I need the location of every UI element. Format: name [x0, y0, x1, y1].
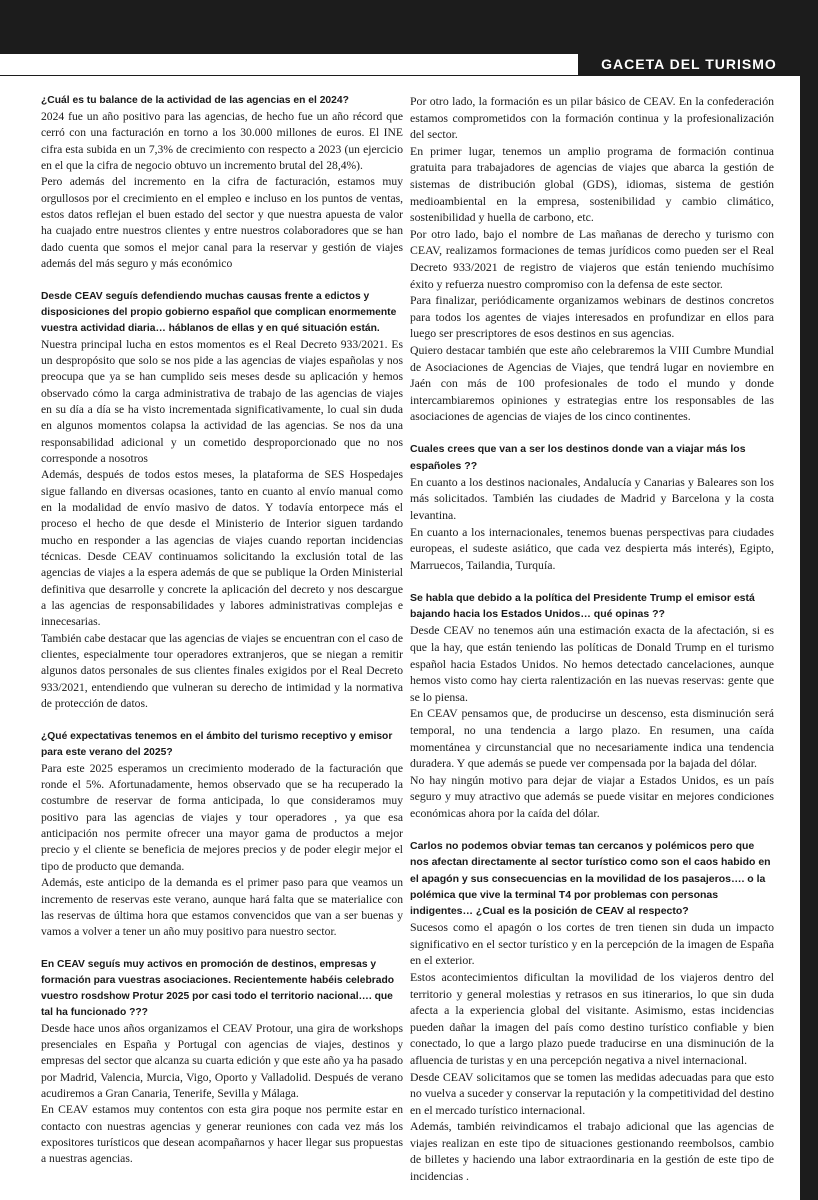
- answer-paragraph: Para finalizar, periódicamente organizamos webinars de destinos concretos para todos los agentes de viajes interesados en profundizar en ellos para luego ser prescriptores de esos destinos en sus agencias.: [410, 293, 774, 341]
- answer-paragraph: En primer lugar, tenemos un amplio programa de formación continua gratuita para trabajadores de agencias de viajes que abarca la gestión de sistemas de distribución global (GDS), idiomas, sistema de gestión medioambiental en la empresa, sostenibilidad y cambio climático, sostenibilidad y huella de carbono, etc.: [410, 143, 774, 225]
- answer-paragraph: Además, después de todos estos meses, la plataforma de SES Hospedajes sigue fallando en diversas ocasiones, tanto en cuanto al envío manual como en la modalidad de envío masivo de datos. Y todavía entorpece más el proceso el hecho de que desde el Ministerio de Interior siguen tardando mucho en responder a las agencias de viajes cuando reportan incidencias técnicas. Desde CEAV continuamos solicitando la exclusión total de las agencias de viajes a la espera además de que se publique la Orden Ministerial definitiva que desarrolle y concrete la aplicación del decreto y nos descargue a las agencias de responsabilidades y labores administrativas complejas e innecesarias.: [41, 468, 403, 629]
- right-dark-band: [800, 0, 818, 1200]
- section-gap: [410, 425, 774, 442]
- section-gap: [41, 713, 403, 729]
- answer-paragraph: No hay ningún motivo para dejar de viajar a Estados Unidos, es un país seguro y muy atractivo que además se puede visitar en mejores condiciones económicas ahora por la caída del dólar.: [410, 772, 774, 820]
- answer-paragraph: Sucesos como el apagón o los cortes de tren tienen sin duda un impacto significativo en el sector turístico y en la percepción de la imagen de España en el exterior.: [410, 920, 774, 968]
- answer-paragraph: Quiero destacar también que este año celebraremos la VIII Cumbre Mundial de Asociaciones de Agencias de Viajes, que tendrá lugar en noviembre en Jaén con más de 100 profesionales de todo el mundo y donde intercambiaremos opiniones y estrategias entre los responsables de las asociaciones de agencias de viajes de los cinco continentes.: [410, 342, 774, 424]
- answer-paragraph: En CEAV estamos muy contentos con esta gira poque nos permite estar en contacto con nuestras agencias y generar reuniones con cada vez más los expositores turísticos que desean acompañarnos y hacer llegar sus propuestas a nuestras agencias.: [41, 1103, 403, 1166]
- answer-paragraph: Además, también reivindicamos el trabajo adicional que las agencias de viajes realizan en este tipo de situaciones gestionando reembolsos, cambio de billetes y haciendo una labor extraordinaria en la gestión de este tipo de incidencias .: [410, 1119, 774, 1184]
- masthead-title: GACETA DEL TURISMO: [578, 54, 800, 75]
- answer-paragraph: En cuanto a los destinos nacionales, Andalucía y Canarias y Baleares son los más solicitados. También las ciudades de Madrid y Barcelona y la costa levantina.: [410, 474, 774, 523]
- answer-paragraph: En CEAV pensamos que, de producirse un descenso, esta disminución será temporal, no una tendencia a largo plazo. En resumen, una caída momentánea y circunstancial que no necesariamente indica una tendencia duradera. Y que además se puede ver compensada por la bajada del dólar.: [410, 706, 774, 771]
- section-gap: [41, 272, 403, 288]
- section-gap: [410, 573, 774, 590]
- answer-paragraph: También cabe destacar que las agencias de viajes se encuentran con el caso de clientes, especialmente tour operadores extranjeros, que se niegan a remitir algunos datos personales de sus clientes finales exigidos por el Real Decreto 933/2021, entendiendo que vulneran su derecho de intimidad y la normativa de protección de datos.: [41, 631, 403, 711]
- answer-paragraph: Para este 2025 esperamos un crecimiento moderado de la facturación que ronde el 5%. Afortunadamente, hemos observado que se ha recuperado la costumbre de reservar de forma anticipada, lo que consideramos muy positivo para las agencias de viajes y tour operadores , ya que esa anticipación nos permite ofrecer una mayor gama de productos a mejor precio y el cliente se beneficia de mejores precios y de poder elegir mejor el tipo de producto que demanda.: [41, 761, 403, 873]
- top-dark-band: [0, 0, 818, 54]
- right-column: [410, 93, 774, 1185]
- left-column: [41, 93, 403, 1168]
- header-rule: [0, 75, 800, 76]
- answer-paragraph: En cuanto a los internacionales, tenemos buenas perspectivas para ciudades europeas, el sudeste asiático, que cada vez despierta más interés), Egipto, Marruecos, Tailandia, Turquía.: [410, 524, 774, 572]
- answer-paragraph: Por otro lado, la formación es un pilar básico de CEAV. En la confederación estamos comprometidos con la formación continua y la profesionalización del sector.: [410, 94, 774, 142]
- answer-paragraph: Además, este anticipo de la demanda es el primer paso para que veamos un incremento de reservas este verano, aunque hará falta que se materialice con las reservas de última hora que estamos convencidos que van a ser buenas y vamos a volver a tener un año muy positivo para nuestro sector.: [41, 876, 403, 939]
- answer-paragraph: Nuestra principal lucha en estos momentos es el Real Decreto 933/2021. Es un despropósito que solo se nos pide a las agencias de viajes españolas y nos preocupa que ya se han cumplido seis meses desde su aplicación y hemos observado cómo la carga administrativa de trabajo de las agencias de viajes en su día a día se ha visto incrementada significativamente, lo cual sin duda en algunos momentos colapsa la actividad de las agencias. Se nos da una responsabilidad adicional y un cometido desproporcionado que no nos corresponde a nosotros: [41, 337, 403, 465]
- answer-paragraph: Desde CEAV solicitamos que se tomen las medidas adecuadas para que esto no vuelva a suceder y conservar la reputación y la competitividad del destino en el mercado turístico internacional.: [410, 1069, 774, 1117]
- interview-question: Desde CEAV seguís defendiendo muchas causas frente a edictos y disposiciones del propio gobierno español que complican enormemente vuestra actividad diaria… háblanos de ellas y en qué situación están.: [41, 290, 397, 334]
- answer-paragraph: Pero además del incremento en la cifra de facturación, estamos muy orgullosos por el crecimiento en el empleo e incluso en los puntos de ventas, estos datos reflejan el buen estado del sector y que nuestra apuesta de valor ha cuajado entre nuestros clientes y entre nuestros colaboradores que se han dado cuenta que somos el mejor canal para la reservar y gestión de viajes además del más seguro y más económico: [41, 175, 403, 271]
- interview-question: Se habla que debido a la política del Presidente Trump el emisor está bajando hacia los Estados Unidos… qué opinas ??: [410, 592, 755, 621]
- interview-question: Cuales crees que van a ser los destinos donde van a viajar más los españoles ??: [410, 443, 746, 472]
- interview-question: ¿Qué expectativas tenemos en el ámbito del turismo receptivo y emisor para este verano del 2025?: [41, 730, 393, 758]
- answer-paragraph: Desde hace unos años organizamos el CEAV Protour, una gira de workshops presenciales en España y Portugal con agencias de viajes, destinos y empresas del sector que alcanza su cuarta edición y que este año ya ha pasado por Madrid, Valencia, Murcia, Vigo, Oporto y Valladolid. Después de verano acudiremos a Gran Canaria, Tenerife, Sevilla y Málaga.: [41, 1021, 403, 1101]
- answer-paragraph: Desde CEAV no tenemos aún una estimación exacta de la afectación, si es que la hay, que están teniendo las políticas de Donald Trump en el turismo español hacia Estados Unidos. No hemos detectado cancelaciones, aunque hemos visto como hay cierta ralentización en las nuevas reservas: gente que se lo piensa.: [410, 623, 774, 704]
- interview-question: ¿Cuál es tu balance de la actividad de las agencias en el 2024?: [41, 95, 349, 106]
- section-gap: [41, 941, 403, 957]
- interview-question: En CEAV seguís muy activos en promoción de destinos, empresas y formación para vuestras asociaciones. Recientemente habéis celebrado vuestro rosdshow Protur 2025 por casi todo el territorio nacional…. que tal ha funcionado ???: [41, 958, 395, 1018]
- answer-paragraph: Por otro lado, bajo el nombre de Las mañanas de derecho y turismo con CEAV, realizamos formaciones de temas jurídicos como pueden ser el Real Decreto 933/2021 de registro de viajeros que están teniendo muchísimo éxito y refuerza nuestro compromiso con la defensa de este sector.: [410, 226, 774, 291]
- answer-paragraph: 2024 fue un año positivo para las agencias, de hecho fue un año récord que cerró con una facturación en torno a los 30.000 millones de euros. El INE cifra esta subida en un 7,3% de crecimiento con respecto a 2023 (un ejercicio en el que la cifra de negocio obtuvo un incremento brutal del 28,4%).: [41, 109, 403, 172]
- interview-question: Carlos no podemos obviar temas tan cercanos y polémicos pero que nos afectan directamente al sector turístico como son el caos habido en el apagón y sus consecuencias en la movilidad de los pasajeros…. o la polémica que vive la terminal T4 por problemas con personas indigentes… ¿Cual es la posición de CEAV al respecto?: [410, 840, 771, 917]
- section-gap: [410, 822, 774, 839]
- answer-paragraph: Estos acontecimientos dificultan la movilidad de los viajeros dentro del territorio y general molestias y retrasos en sus itinerarios, lo que sin duda afecta a la experiencia global del visitante. Asimismo, estas incidencias pueden dañar la imagen del país como destino turístico confiable y bien conectado, lo que a largo plazo puede traducirse en una disminución de la afluencia de turistas y en una percepción negativa a nivel internacional.: [410, 969, 774, 1067]
